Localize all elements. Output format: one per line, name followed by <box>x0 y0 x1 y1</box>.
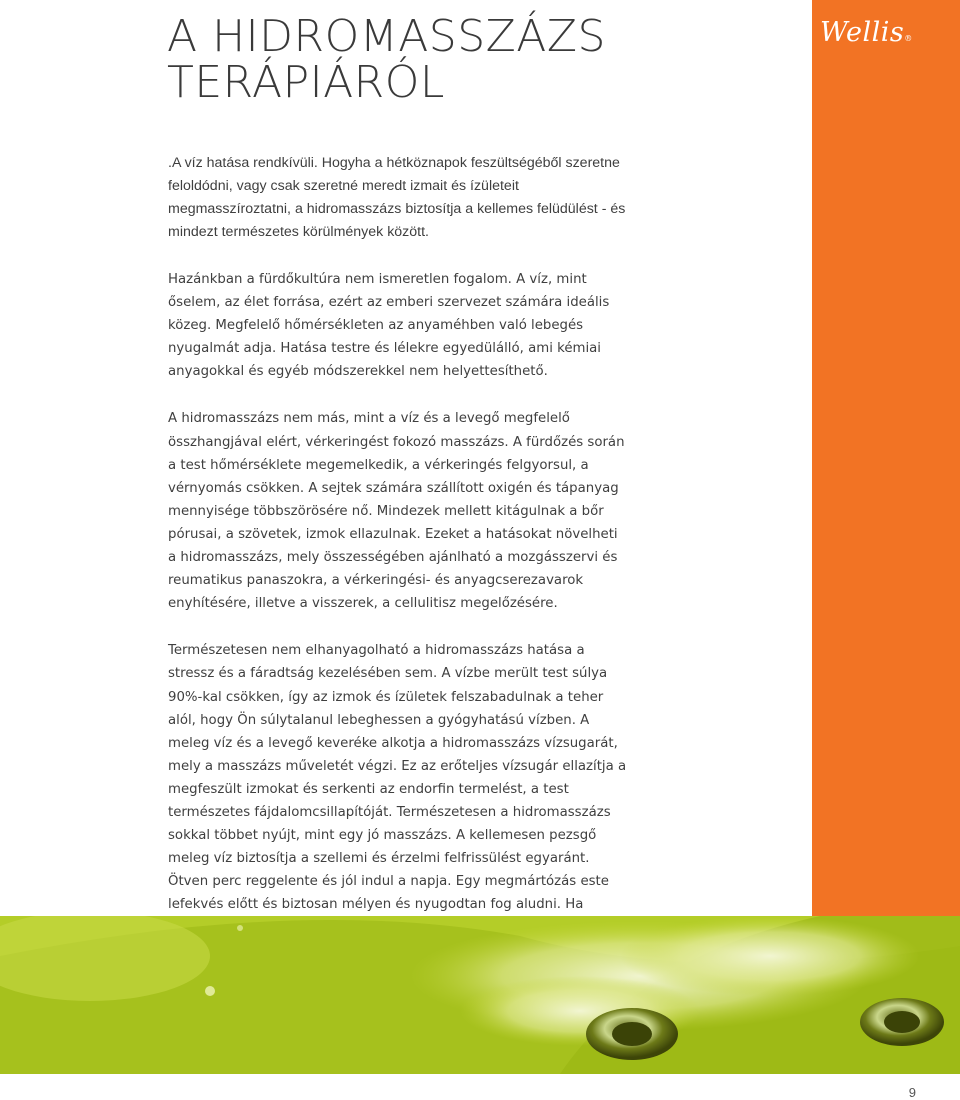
orange-side-bar <box>812 0 960 916</box>
water-jet-image <box>0 916 960 1074</box>
logo-text: Wellis <box>820 17 905 48</box>
hydromassage-photo <box>0 916 960 1074</box>
page-title-line-2: TERÁPIÁRÓL <box>167 57 445 108</box>
article-body <box>168 152 628 964</box>
wellis-logo <box>820 16 920 50</box>
registered-mark: ® <box>904 34 913 43</box>
paragraph-intro: .A víz hatása rendkívüli. Hogyha a hétköznapok feszültségéből szeretne feloldódni, vagy csak szeretné meredt izmait és ízületeit megmasszíroztatni, a hidromasszázs biztosítja a kellemes felüdülést - és mindezt természetes körülmények között. <box>168 155 626 240</box>
page-title-line-1: A HIDROMASSZÁZS <box>167 11 606 62</box>
page-number: 9 <box>908 1085 916 1100</box>
paragraph-bath-culture: Hazánkban a fürdőkultúra nem ismeretlen fogalom. A víz, mint őselem, az élet forrása, ezért az emberi szervezet számára ideális közeg. Megfelelő hőmérsékleten az anyaméhben való lebegés nyugalmát adja. Hatása testre és lélekre egyedülálló, ami kémiai anyagokkal és egyéb módszerekkel nem helyettesíthető. <box>168 272 610 380</box>
paragraph-stress-relief: Természetesen nem elhanyagolható a hidromasszázs hatása a stressz és a fáradtság kezelésében sem. A vízbe merült test súlya 90%-kal csökken, így az izmok és ízületek felszabadulnak a teher alól, hogy Ön súlytalanul lebeghessen a gyógyhatású vízben. A meleg víz és a levegő keveréke alkotja a hidromasszázs vízsugarát, mely a masszázs műveletét végzi. Ez az erőteljes vízsugár ellazítja a megfeszült izmokat és serkenti az endorfin termelést, a test természetes fájdalomcsillapítóját. Természetesen a hidromasszázs sokkal többet nyújt, mint egy jó masszázs. A kellemesen pezsgő meleg víz biztosítja a szellemi és érzelmi felfrissülést egyaránt. Ötven perc reggelente és jól indul a napja. Egy megmártózás este lefekvés előtt és biztosan mélyen és nyugodtan fog aludni. Ha <box>168 643 627 913</box>
page-title <box>167 11 787 108</box>
paragraph-massage-effect: A hidromasszázs nem más, mint a víz és a levegő megfelelő összhangjával elért, vérkeringést fokozó masszázs. A fürdőzés során a test hőmérséklete megemelkedik, a vérkeringés felgyorsul, a vérnyomás csökken. A sejtek számára szállított oxigén és tápanyag mennyisége többszörösére nő. Mindezek mellett kitágulnak a bőr pórusai, a szövetek, izmok ellazulnak. Ezeket a hatásokat növelheti a hidromasszázs, mely összességében ajánlható a mozgásszervi és reumatikus panaszokra, a vérkeringési- és anyagcserezavarok enyhítésére, illetve a visszerek, a cellulitisz megelőzésére. <box>168 411 625 612</box>
